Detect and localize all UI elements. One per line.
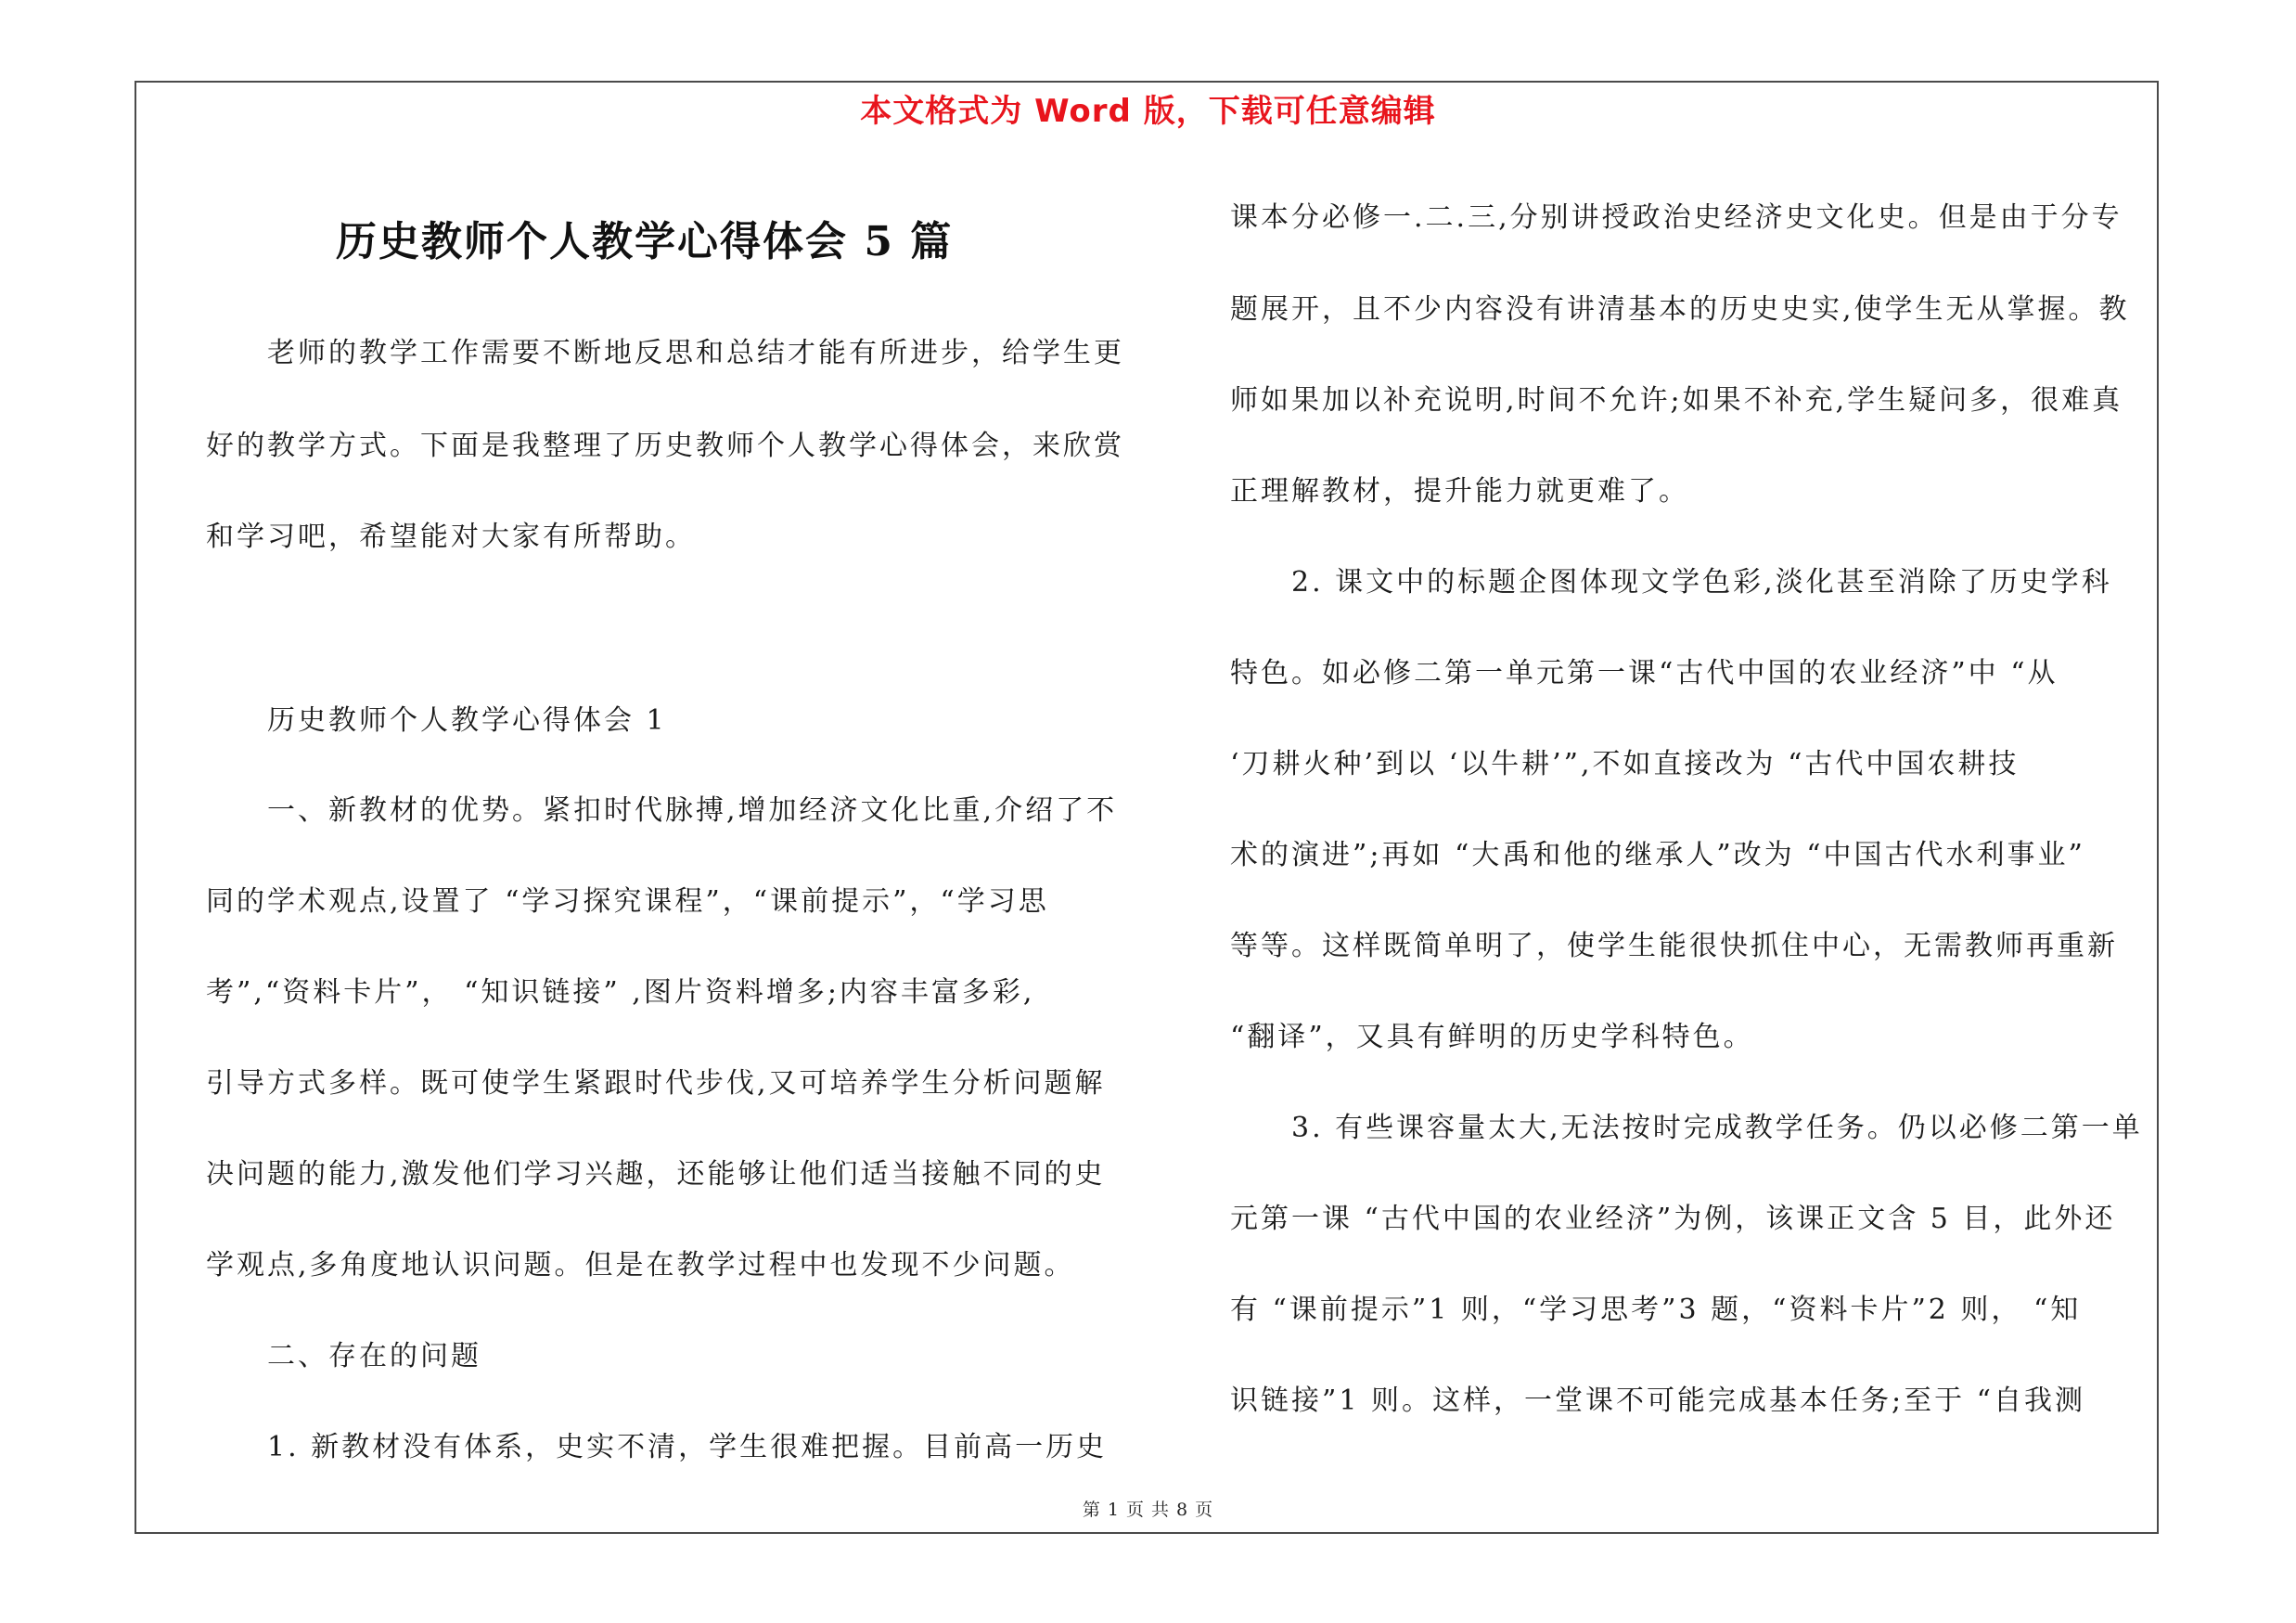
right-line: 等等。这样既简单明了，使学生能很快抓住中心，无需教师再重新 [1230, 930, 2118, 962]
subsection-heading: 二、存在的问题 [206, 1340, 481, 1372]
left-line: 好的教学方式。下面是我整理了历史教师个人教学心得体会，来欣赏 [206, 430, 1124, 462]
left-line: 学观点,多角度地认识问题。但是在教学过程中也发现不少问题。 [206, 1249, 1075, 1282]
right-line: 师如果加以补充说明,时间不允许;如果不补充,学生疑问多，很难真 [1230, 384, 2123, 417]
left-line: 老师的教学工作需要不断地反思和总结才能有所进步，给学生更 [206, 337, 1124, 369]
right-line: 课本分必修一.二.三,分别讲授政治史经济史文化史。但是由于分专 [1230, 201, 2123, 234]
left-line: 引导方式多样。既可使学生紧跟时代步伐,又可培养学生分析问题解 [206, 1067, 1106, 1100]
right-line: 术的演进”;再如 “大禹和他的继承人”改为 “中国古代水利事业” [1230, 839, 2085, 871]
right-line: 识链接”1 则。这样，一堂课不可能完成基本任务;至于 “自我测 [1230, 1385, 2085, 1417]
right-line: 正理解教材，提升能力就更难了。 [1230, 475, 1689, 508]
right-line: ‘刀耕火种’到以 ‘以牛耕’”,不如直接改为 “古代中国农耕技 [1230, 748, 2020, 780]
right-line: 2. 课文中的标题企图体现文学色彩,淡化甚至消除了历史学科 [1230, 566, 2112, 599]
right-line: 有 “课前提示”1 则，“学习思考”3 题，“资料卡片”2 则， “知 [1230, 1294, 2082, 1326]
left-line: 考”,“资料卡片”， “知识链接” ,图片资料增多;内容丰富多彩, [206, 976, 1035, 1009]
left-line: 同的学术观点,设置了 “学习探究课程”，“课前提示”，“学习思 [206, 885, 1049, 918]
document-title: 历史教师个人教学心得体会 5 篇 [336, 218, 954, 265]
format-banner: 本文格式为 Word 版，下载可任意编辑 [860, 93, 1436, 130]
right-line: 题展开，且不少内容没有讲清基本的历史史实,使学生无从掌握。教 [1230, 293, 2130, 326]
right-line: 3. 有些课容量太大,无法按时完成教学任务。仍以必修二第一单 [1230, 1112, 2143, 1144]
section-heading: 历史教师个人教学心得体会 1 [206, 704, 667, 737]
left-line: 1. 新教材没有体系，史实不清，学生很难把握。目前高一历史 [206, 1431, 1108, 1463]
left-line: 一、新教材的优势。紧扣时代脉搏,增加经济文化比重,介绍了不 [206, 794, 1118, 827]
right-line: “翻译”，又具有鲜明的历史学科特色。 [1230, 1021, 1754, 1053]
right-line: 元第一课 “古代中国的农业经济”为例，该课正文含 5 目，此外还 [1230, 1203, 2116, 1235]
page-number: 第 1 页 共 8 页 [1082, 1500, 1214, 1520]
left-line: 决问题的能力,激发他们学习兴趣，还能够让他们适当接触不同的史 [206, 1158, 1106, 1191]
right-line: 特色。如必修二第一单元第一课“古代中国的农业经济”中 “从 [1230, 657, 2059, 689]
left-line: 和学习吧，希望能对大家有所帮助。 [206, 521, 696, 553]
